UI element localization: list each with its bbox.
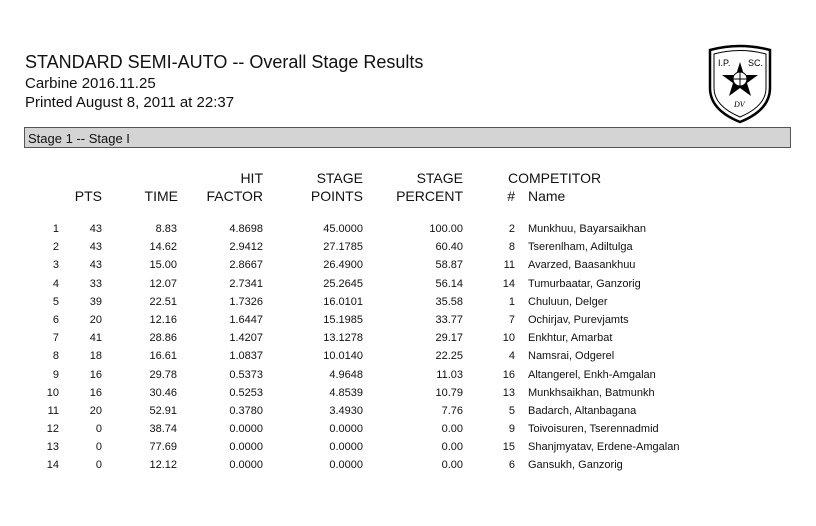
- stage-points-cell: 15.1985: [323, 313, 363, 326]
- header-competitor-number: #: [507, 188, 515, 204]
- competitor-number-cell: 13: [502, 386, 515, 399]
- place-cell: 2: [52, 241, 59, 254]
- hit-factor-cell: 0.5373: [229, 368, 263, 381]
- table-row: [0, 223, 816, 241]
- logo-signature: DV: [734, 100, 745, 109]
- place-cell: 4: [52, 277, 59, 290]
- place-cell: 6: [52, 313, 59, 326]
- pts-cell: 20: [89, 404, 102, 417]
- stage-percent-cell: 0.00: [441, 423, 463, 436]
- stage-percent-cell: 29.17: [435, 332, 463, 345]
- pts-cell: 16: [89, 368, 102, 381]
- pts-cell: 33: [89, 277, 102, 290]
- stage-percent-cell: 58.87: [435, 259, 463, 272]
- stage-points-cell: 16.0101: [323, 295, 363, 308]
- competitor-name-cell: Avarzed, Baasankhuu: [528, 259, 636, 272]
- place-cell: 12: [46, 423, 59, 436]
- competitor-name-cell: Munkhsaikhan, Batmunkh: [528, 386, 655, 399]
- competitor-name-cell: Badarch, Altanbagana: [528, 404, 637, 417]
- time-cell: 16.61: [149, 350, 177, 363]
- header-pts: PTS: [74, 188, 102, 204]
- stage-percent-cell: 0.00: [441, 441, 463, 454]
- table-row: [0, 405, 816, 423]
- stage-label: Stage 1 -- Stage I: [28, 131, 130, 146]
- hit-factor-cell: 1.6447: [229, 313, 263, 326]
- printed-date: Printed August 8, 2011 at 22:37: [25, 94, 235, 111]
- competitor-number-cell: 10: [502, 332, 515, 345]
- table-row: [0, 369, 816, 387]
- time-cell: 14.62: [149, 241, 177, 254]
- place-cell: 14: [46, 459, 59, 472]
- stage-percent-cell: 33.77: [435, 313, 463, 326]
- place-cell: 3: [52, 259, 59, 272]
- pts-cell: 39: [89, 295, 102, 308]
- stage-points-cell: 3.4930: [329, 404, 363, 417]
- time-cell: 22.51: [149, 295, 177, 308]
- stage-points-cell: 13.1278: [323, 332, 363, 345]
- competitor-number-cell: 5: [508, 404, 515, 417]
- stage-points-cell: 27.1785: [323, 241, 363, 254]
- stage-points-cell: 0.0000: [329, 459, 363, 472]
- hit-factor-cell: 1.0837: [229, 350, 263, 363]
- competitor-number-cell: 9: [508, 423, 515, 436]
- hit-factor-cell: 0.5253: [229, 386, 263, 399]
- competitor-name-cell: Altangerel, Enkh-Amgalan: [528, 368, 656, 381]
- stage-percent-cell: 10.79: [435, 386, 463, 399]
- time-cell: 77.69: [149, 441, 177, 454]
- pts-cell: 0: [95, 441, 102, 454]
- competitor-number-cell: 11: [503, 259, 515, 272]
- competitor-name-cell: Gansukh, Ganzorig: [528, 459, 623, 472]
- stage-percent-cell: 7.76: [441, 404, 463, 417]
- time-cell: 12.16: [149, 313, 177, 326]
- competitor-name-cell: Munkhuu, Bayarsaikhan: [528, 223, 647, 235]
- competitor-name-cell: Namsrai, Odgerel: [528, 350, 615, 363]
- place-cell: 11: [47, 404, 59, 417]
- competitor-name-cell: Tserenlham, Adiltulga: [528, 241, 633, 254]
- table-row: [0, 296, 816, 314]
- hit-factor-cell: 0.0000: [229, 441, 263, 454]
- results-table: [0, 223, 816, 478]
- competitor-number-cell: 2: [508, 223, 515, 235]
- competitor-number-cell: 1: [508, 295, 515, 308]
- match-name: Carbine 2016.11.25: [25, 75, 156, 92]
- competitor-number-cell: 16: [502, 368, 515, 381]
- hit-factor-cell: 2.8667: [229, 259, 263, 272]
- table-row: [0, 314, 816, 332]
- competitor-number-cell: 14: [502, 277, 515, 290]
- competitor-name-cell: Toivoisuren, Tserennadmid: [528, 423, 659, 436]
- stage-percent-cell: 60.40: [435, 241, 463, 254]
- time-cell: 38.74: [149, 423, 177, 436]
- header-hit-bottom: FACTOR: [206, 188, 263, 204]
- header-percent-top: STAGE: [416, 170, 463, 186]
- pts-cell: 43: [89, 259, 102, 272]
- competitor-name-cell: Tumurbaatar, Ganzorig: [528, 277, 641, 290]
- place-cell: 5: [52, 295, 59, 308]
- pts-cell: 20: [89, 313, 102, 326]
- logo-text-left: I.P.: [718, 58, 731, 68]
- pts-cell: 0: [95, 459, 102, 472]
- time-cell: 15.00: [149, 259, 177, 272]
- pts-cell: 41: [89, 332, 102, 345]
- header-hit-top: HIT: [240, 170, 263, 186]
- table-row: [0, 241, 816, 259]
- header-percent-bottom: PERCENT: [396, 188, 463, 204]
- stage-percent-cell: 100.00: [429, 223, 463, 235]
- table-row: [0, 259, 816, 277]
- stage-points-cell: 10.0140: [323, 350, 363, 363]
- ipsc-logo: [706, 44, 774, 124]
- competitor-number-cell: 7: [508, 313, 515, 326]
- stage-points-cell: 0.0000: [329, 423, 363, 436]
- stage-percent-cell: 35.58: [435, 295, 463, 308]
- table-row: [0, 459, 816, 477]
- place-cell: 10: [46, 386, 59, 399]
- competitor-name-cell: Shanjmyatav, Erdene-Amgalan: [528, 441, 680, 454]
- competitor-number-cell: 15: [502, 441, 515, 454]
- hit-factor-cell: 0.3780: [229, 404, 263, 417]
- competitor-number-cell: 6: [508, 459, 515, 472]
- pts-cell: 0: [95, 423, 102, 436]
- time-cell: 12.07: [149, 277, 177, 290]
- hit-factor-cell: 4.8698: [229, 223, 263, 235]
- time-cell: 52.91: [149, 404, 177, 417]
- header-points-bottom: POINTS: [310, 188, 363, 204]
- competitor-name-cell: Ochirjav, Purevjamts: [528, 313, 629, 326]
- header-time: TIME: [144, 188, 178, 204]
- stage-percent-cell: 0.00: [441, 459, 463, 472]
- place-cell: 1: [52, 223, 59, 235]
- time-cell: 28.86: [149, 332, 177, 345]
- stage-points-cell: 0.0000: [329, 441, 363, 454]
- competitor-name-cell: Chuluun, Delger: [528, 295, 608, 308]
- competitor-name-cell: Enkhtur, Amarbat: [528, 332, 613, 345]
- pts-cell: 43: [89, 223, 102, 235]
- pts-cell: 43: [89, 241, 102, 254]
- place-cell: 9: [52, 368, 59, 381]
- table-row: [0, 387, 816, 405]
- table-row: [0, 441, 816, 459]
- stage-percent-cell: 56.14: [435, 277, 463, 290]
- time-cell: 8.83: [155, 223, 177, 235]
- stage-points-cell: 26.4900: [323, 259, 363, 272]
- table-row: [0, 423, 816, 441]
- time-cell: 29.78: [149, 368, 177, 381]
- time-cell: 30.46: [149, 386, 177, 399]
- stage-points-cell: 25.2645: [323, 277, 363, 290]
- logo-text-right: SC.: [748, 58, 764, 68]
- hit-factor-cell: 2.7341: [229, 277, 263, 290]
- competitor-number-cell: 4: [508, 350, 515, 363]
- header-competitor-name: Name: [528, 188, 566, 204]
- place-cell: 13: [46, 441, 59, 454]
- stage-percent-cell: 22.25: [435, 350, 463, 363]
- stage-percent-cell: 11.03: [436, 368, 463, 381]
- stage-points-cell: 4.8539: [329, 386, 363, 399]
- report-title: STANDARD SEMI-AUTO -- Overall Stage Results: [25, 52, 424, 72]
- hit-factor-cell: 0.0000: [229, 459, 263, 472]
- pts-cell: 18: [89, 350, 102, 363]
- stage-points-cell: 45.0000: [323, 223, 363, 235]
- place-cell: 8: [52, 350, 59, 363]
- hit-factor-cell: 2.9412: [229, 241, 263, 254]
- place-cell: 7: [52, 332, 59, 345]
- competitor-number-cell: 8: [508, 241, 515, 254]
- hit-factor-cell: 1.4207: [229, 332, 263, 345]
- hit-factor-cell: 0.0000: [229, 423, 263, 436]
- table-row: [0, 332, 816, 350]
- table-row: [0, 350, 816, 368]
- stage-bar: [24, 127, 791, 148]
- table-row: [0, 278, 816, 296]
- time-cell: 12.12: [149, 459, 177, 472]
- pts-cell: 16: [89, 386, 102, 399]
- hit-factor-cell: 1.7326: [229, 295, 263, 308]
- stage-points-cell: 4.9648: [329, 368, 363, 381]
- header-points-top: STAGE: [316, 170, 363, 186]
- header-competitor: COMPETITOR: [508, 170, 602, 186]
